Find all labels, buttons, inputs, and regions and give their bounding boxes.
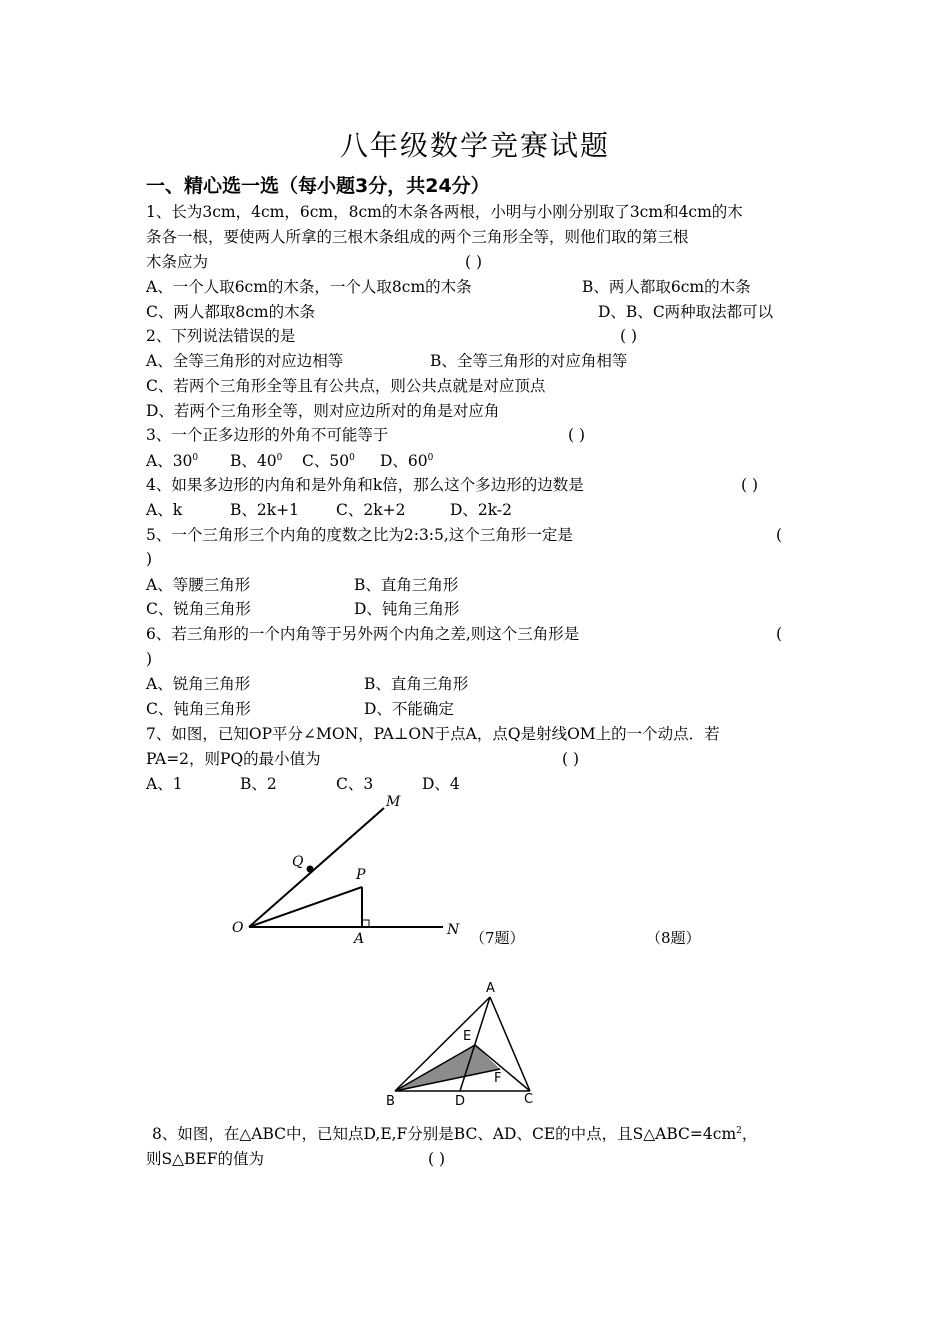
section-heading: 一、精心选一选（每小题3分，共24分） — [146, 175, 490, 197]
q4-option-c: C、2k+2 — [336, 501, 406, 519]
q6-option-b: B、直角三角形 — [364, 675, 469, 693]
label-c: C — [524, 1092, 534, 1107]
q2-option-c: C、若两个三角形全等且有公共点，则公共点就是对应顶点 — [146, 377, 546, 395]
q6-option-a: A、锐角三角形 — [146, 675, 251, 693]
q3-option-c: C、$50^0$ — [302, 452, 355, 470]
q7-stem-line1: 7、如图，已知OP平分∠MON，PA⊥ON于点A，点Q是射线OM上的一个动点．若 — [146, 725, 720, 743]
q5-option-b: B、直角三角形 — [354, 576, 459, 594]
q5-option-a: A、等腰三角形 — [146, 576, 251, 594]
label-a: A — [354, 931, 365, 947]
q7-figure-caption: （7题） — [470, 929, 525, 947]
label-a: A — [486, 981, 495, 996]
degree-mark: 0 — [276, 453, 283, 463]
degree-mark: 0 — [427, 453, 434, 463]
q4-option-d: D、2k-2 — [450, 501, 513, 519]
q1-option-a: A、一个人取6cm的木条，一个人取8cm的木条 — [146, 278, 472, 296]
squared-mark: 2 — [736, 1126, 742, 1136]
q4-option-b: B、2k+1 — [230, 501, 299, 519]
q6-option-c: C、钝角三角形 — [146, 700, 251, 718]
label-n: N — [447, 922, 460, 938]
q4-stem: 4、如果多边形的内角和是外角和k倍，那么这个多边形的边数是 — [146, 476, 584, 494]
q2-option-d: D、若两个三角形全等，则对应边所对的角是对应角 — [146, 402, 500, 420]
q8-figure-caption: （8题） — [646, 929, 701, 947]
label-f: F — [494, 1071, 502, 1086]
q2-answer-paren: ( ) — [620, 327, 638, 345]
label-m: M — [386, 794, 401, 810]
q5-stem: 5、一个三角形三个内角的度数之比为2:3:5,这个三角形一定是 — [146, 526, 573, 544]
label-e: E — [463, 1029, 472, 1044]
q8-answer-paren: ( ) — [428, 1150, 446, 1168]
label-o: O — [232, 920, 244, 936]
q2-option-a: A、全等三角形的对应边相等 — [146, 352, 344, 370]
q6-option-d: D、不能确定 — [364, 700, 454, 718]
q1-option-b: B、两人都取6cm的木条 — [582, 278, 751, 296]
degree-mark: 0 — [349, 453, 355, 463]
q1-stem-line1: 1、长为3cm，4cm，6cm，8cm的木条各两根，小明与小刚分别取了3cm和4cm的木 — [146, 203, 743, 221]
q1-option-d: D、B、C两种取法都可以 — [598, 303, 774, 321]
q5-paren-close: ) — [146, 550, 153, 568]
q1-answer-paren: ( ) — [465, 253, 483, 271]
q1-stem-line3: 木条应为 — [146, 253, 209, 271]
q5-option-c: C、锐角三角形 — [146, 600, 251, 618]
q8-stem-line2: 则S△BEF的值为 — [146, 1150, 264, 1168]
q7-option-b: B、2 — [240, 775, 277, 793]
q3-option-a: A、$30^0$ — [146, 452, 199, 470]
q7-stem-line2: PA=2，则PQ的最小值为 — [146, 750, 321, 768]
q7-option-c: C、3 — [336, 775, 374, 793]
q6-paren-close: ) — [146, 650, 153, 668]
page-title: 八年级数学竞赛试题 — [339, 129, 610, 162]
q7-answer-paren: ( ) — [562, 750, 580, 768]
q4-answer-paren: ( ) — [741, 476, 759, 494]
q3-option-d: D、$60^0$ — [380, 452, 434, 470]
q5-option-d: D、钝角三角形 — [354, 600, 460, 618]
label-d: D — [455, 1094, 466, 1109]
q6-paren-open: ( — [776, 625, 783, 643]
label-q: Q — [292, 854, 304, 870]
q1-stem-line2: 条各一根，要使两人所拿的三根木条组成的两个三角形全等，则他们取的第三根 — [146, 228, 689, 246]
q7-option-d: D、4 — [422, 775, 460, 793]
q4-option-a: A、k — [146, 501, 183, 519]
q7-option-a: A、1 — [146, 775, 183, 793]
q8-stem-line1: 8、如图，在△ABC中，已知点D,E,F分别是BC、AD、CE的中点，且$S\triangle ABC=4cm^2$， — [152, 1125, 758, 1143]
q3-stem: 3、一个正多边形的外角不可能等于 — [146, 426, 389, 444]
q5-paren-open: ( — [776, 526, 783, 544]
q2-stem: 2、下列说法错误的是 — [146, 327, 296, 345]
label-p: P — [356, 867, 366, 883]
q1-option-c: C、两人都取8cm的木条 — [146, 303, 316, 321]
q2-option-b: B、全等三角形的对应角相等 — [430, 352, 628, 370]
degree-mark: 0 — [192, 453, 199, 463]
q3-option-b: B、$40^0$ — [230, 452, 283, 470]
q6-stem: 6、若三角形的一个内角等于另外两个内角之差,则这个三角形是 — [146, 625, 580, 643]
label-b: B — [386, 1094, 395, 1109]
q3-answer-paren: ( ) — [568, 426, 586, 444]
